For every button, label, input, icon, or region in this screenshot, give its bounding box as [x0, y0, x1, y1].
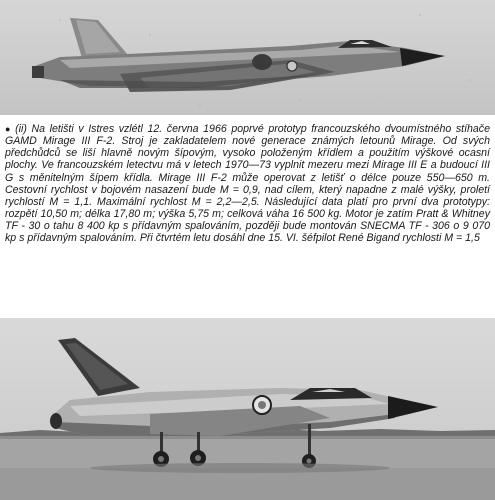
- photo-aircraft-on-runway: [0, 318, 495, 500]
- caption-text: [5, 123, 490, 245]
- photo-aircraft-in-flight: [0, 0, 495, 115]
- aircraft-on-runway-image: [0, 318, 495, 500]
- caption-body: (ii) Na letišti v Istres vzlétl 12. června 1966 poprvé prototyp francouzského dvoumístného stíhače GAMD Mirage III F-2. Stroj je zakladatelem nové generace známých letounů Mirage. Od svých předchůdců se liší hlavně novým šípovým, vysoko položeným křídlem a použitím výškové ocasní plochy. Ve francouzském letectvu má v letech 1970—73 vyplnit mezeru mezi Mirage III E a budoucí III G s měnitelným šípem křídla. Mirage III F-2 může operovat z letišť o délce pouze 550—650 m. Cestovní rychlost v bojovém nasazení bude M = 0,9, nad cílem, který napadne z malé výšky, proletí rychlostí M = 1,1. Maximální rychlost M = 2,2—2,5. Následující data platí pro první dva prototypy: rozpětí 10,50 m; délka 17,80 m; výška 5,75 m; celková váha 16 500 kg. Motor je zatím Pratt & Whitney TF - 30 o tahu 8 400 kp s přídavným spalováním, později bude montován SNECMA TF - 306 o 9 070 kp s přídavným spalováním. Při čtvrtém letu dosáhl dne 15. VI. šéfpilot René Bigand rychlosti M = 1,5: [5, 123, 490, 245]
- aircraft-in-flight-image: [0, 0, 495, 115]
- bullet-icon: ●: [5, 124, 13, 134]
